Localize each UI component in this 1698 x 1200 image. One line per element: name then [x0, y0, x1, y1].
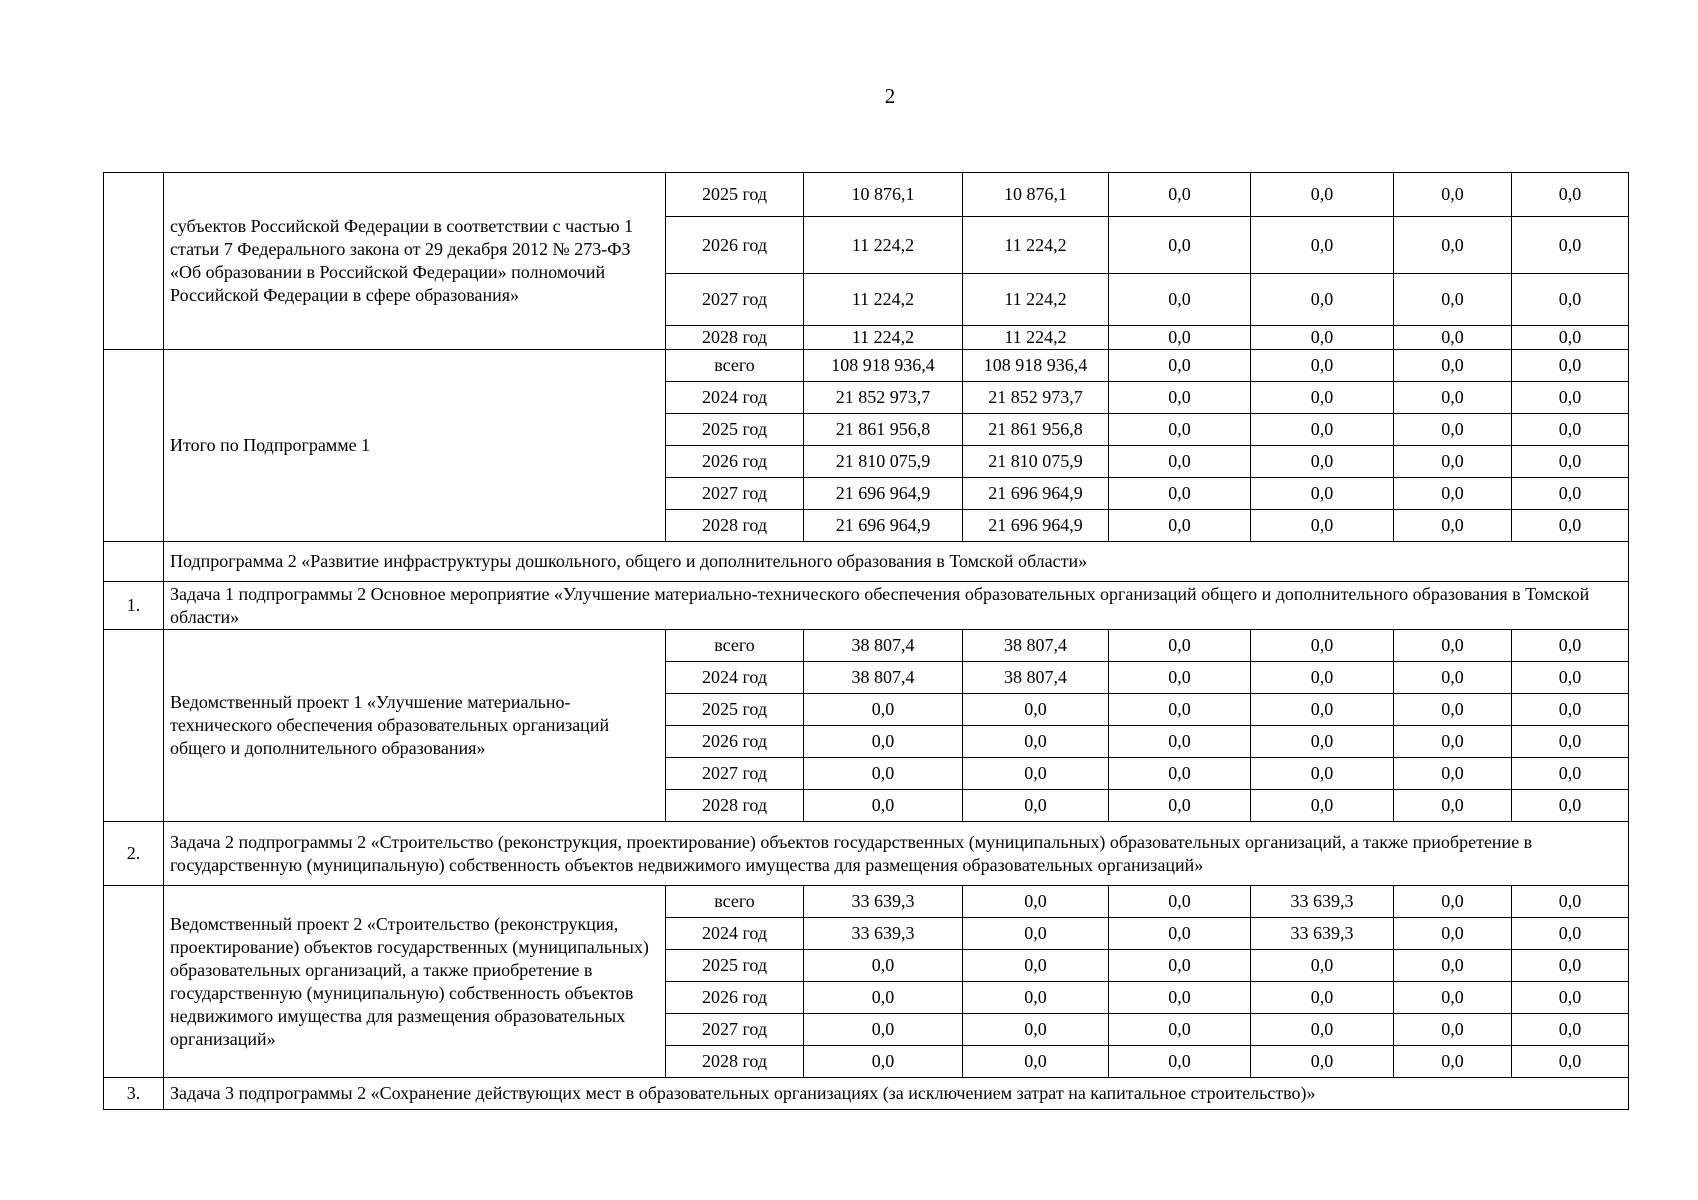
value-cell: 0,0 — [1512, 350, 1629, 382]
value-cell: 0,0 — [1512, 790, 1629, 822]
value-cell: 0,0 — [963, 982, 1109, 1014]
value-cell: 38 807,4 — [804, 630, 963, 662]
period-cell: 2025 год — [666, 694, 804, 726]
value-cell: 0,0 — [1251, 630, 1394, 662]
value-cell: 0,0 — [1512, 414, 1629, 446]
value-cell: 11 224,2 — [804, 274, 963, 326]
value-cell: 0,0 — [1109, 446, 1251, 478]
value-cell: 21 852 973,7 — [804, 382, 963, 414]
value-cell: 0,0 — [963, 758, 1109, 790]
task-title: Задача 1 подпрограммы 2 Основное мероприятие «Улучшение материально-технического обеспечения образовательных организаций общего и дополнительного образования в Томской области» — [164, 582, 1629, 630]
value-cell: 0,0 — [1109, 274, 1251, 326]
value-cell: 21 810 075,9 — [804, 446, 963, 478]
value-cell: 0,0 — [1512, 726, 1629, 758]
value-cell: 0,0 — [1109, 694, 1251, 726]
task-number: 1. — [104, 582, 164, 630]
task-title: Подпрограмма 2 «Развитие инфраструктуры дошкольного, общего и дополнительного образования в Томской области» — [164, 542, 1629, 582]
period-cell: 2028 год — [666, 326, 804, 350]
value-cell: 0,0 — [1251, 510, 1394, 542]
value-cell: 0,0 — [1512, 758, 1629, 790]
value-cell: 0,0 — [963, 1014, 1109, 1046]
value-cell: 0,0 — [963, 694, 1109, 726]
value-cell: 21 696 964,9 — [804, 510, 963, 542]
task-number: 3. — [104, 1078, 164, 1110]
value-cell: 0,0 — [963, 726, 1109, 758]
task-number: 2. — [104, 822, 164, 886]
period-cell: 2024 год — [666, 918, 804, 950]
row-number-cell — [104, 630, 164, 822]
value-cell: 0,0 — [1512, 478, 1629, 510]
value-cell: 0,0 — [1109, 173, 1251, 217]
value-cell: 0,0 — [1512, 662, 1629, 694]
value-cell: 0,0 — [1251, 326, 1394, 350]
value-cell: 0,0 — [1512, 886, 1629, 918]
value-cell: 0,0 — [963, 790, 1109, 822]
period-cell: 2028 год — [666, 510, 804, 542]
period-cell: 2027 год — [666, 1014, 804, 1046]
value-cell: 0,0 — [1251, 950, 1394, 982]
value-cell: 33 639,3 — [804, 886, 963, 918]
value-cell: 0,0 — [1251, 478, 1394, 510]
value-cell: 0,0 — [1109, 630, 1251, 662]
value-cell: 0,0 — [1394, 478, 1512, 510]
value-cell: 33 639,3 — [1251, 918, 1394, 950]
value-cell: 0,0 — [1109, 982, 1251, 1014]
value-cell: 0,0 — [1394, 662, 1512, 694]
period-cell: 2027 год — [666, 758, 804, 790]
value-cell: 0,0 — [1512, 217, 1629, 274]
table-row — [104, 350, 1629, 382]
value-cell: 0,0 — [1394, 446, 1512, 478]
value-cell: 0,0 — [1109, 510, 1251, 542]
value-cell: 0,0 — [804, 950, 963, 982]
task-title: Задача 2 подпрограммы 2 «Строительство (реконструкция, проектирование) объектов государственных (муниципальных) образовательных организаций, а также приобретение в государственную (муниципальную) собственность объектов недвижимого имущества для размещения образовательных организаций» — [164, 822, 1629, 886]
value-cell: 0,0 — [1512, 918, 1629, 950]
value-cell: 0,0 — [804, 1046, 963, 1078]
value-cell: 0,0 — [1109, 886, 1251, 918]
value-cell: 0,0 — [804, 1014, 963, 1046]
value-cell: 0,0 — [963, 1046, 1109, 1078]
value-cell: 0,0 — [1109, 726, 1251, 758]
value-cell: 10 876,1 — [804, 173, 963, 217]
value-cell: 0,0 — [1109, 1046, 1251, 1078]
value-cell: 0,0 — [963, 886, 1109, 918]
value-cell: 0,0 — [1512, 694, 1629, 726]
value-cell: 0,0 — [1394, 694, 1512, 726]
value-cell: 0,0 — [1512, 173, 1629, 217]
value-cell: 0,0 — [1394, 982, 1512, 1014]
value-cell: 33 639,3 — [804, 918, 963, 950]
value-cell: 33 639,3 — [1251, 886, 1394, 918]
period-cell: 2027 год — [666, 274, 804, 326]
value-cell: 21 810 075,9 — [963, 446, 1109, 478]
value-cell: 0,0 — [1251, 217, 1394, 274]
table-row — [104, 173, 1629, 217]
value-cell: 108 918 936,4 — [963, 350, 1109, 382]
value-cell: 0,0 — [1394, 918, 1512, 950]
value-cell: 0,0 — [1512, 510, 1629, 542]
task-row — [104, 1078, 1629, 1110]
value-cell: 0,0 — [1512, 1014, 1629, 1046]
task-number — [104, 542, 164, 582]
row-number-cell — [104, 886, 164, 1078]
value-cell: 0,0 — [1109, 950, 1251, 982]
period-cell: 2026 год — [666, 217, 804, 274]
value-cell: 0,0 — [1394, 274, 1512, 326]
value-cell: 0,0 — [1394, 414, 1512, 446]
row-description: Ведомственный проект 1 «Улучшение материально-технического обеспечения образовательных организаций общего и дополнительного образования» — [164, 630, 666, 822]
value-cell: 0,0 — [1109, 758, 1251, 790]
value-cell: 0,0 — [1109, 918, 1251, 950]
value-cell: 0,0 — [1512, 382, 1629, 414]
value-cell: 11 224,2 — [963, 217, 1109, 274]
period-cell: 2025 год — [666, 414, 804, 446]
period-cell: 2026 год — [666, 982, 804, 1014]
value-cell: 0,0 — [963, 950, 1109, 982]
value-cell: 21 696 964,9 — [963, 478, 1109, 510]
value-cell: 0,0 — [1251, 274, 1394, 326]
period-cell: 2027 год — [666, 478, 804, 510]
value-cell: 0,0 — [1394, 630, 1512, 662]
value-cell: 21 696 964,9 — [963, 510, 1109, 542]
task-row — [104, 582, 1629, 630]
value-cell: 0,0 — [1394, 950, 1512, 982]
subprogram-title-row — [104, 542, 1629, 582]
value-cell: 0,0 — [1512, 630, 1629, 662]
value-cell: 0,0 — [1251, 1046, 1394, 1078]
value-cell: 0,0 — [1109, 790, 1251, 822]
value-cell: 0,0 — [1109, 478, 1251, 510]
period-cell: 2026 год — [666, 446, 804, 478]
value-cell: 0,0 — [1251, 790, 1394, 822]
value-cell: 38 807,4 — [963, 662, 1109, 694]
value-cell: 0,0 — [1251, 414, 1394, 446]
row-number-cell — [104, 350, 164, 542]
value-cell: 0,0 — [1109, 1014, 1251, 1046]
value-cell: 0,0 — [1394, 726, 1512, 758]
value-cell: 0,0 — [1394, 217, 1512, 274]
value-cell: 108 918 936,4 — [804, 350, 963, 382]
value-cell: 0,0 — [1251, 1014, 1394, 1046]
period-cell: 2025 год — [666, 950, 804, 982]
value-cell: 0,0 — [1394, 382, 1512, 414]
value-cell: 0,0 — [1251, 726, 1394, 758]
period-cell: 2026 год — [666, 726, 804, 758]
row-description: Итого по Подпрограмме 1 — [164, 350, 666, 542]
value-cell: 0,0 — [1251, 662, 1394, 694]
value-cell: 0,0 — [1512, 446, 1629, 478]
value-cell: 11 224,2 — [804, 326, 963, 350]
value-cell: 0,0 — [1251, 350, 1394, 382]
value-cell: 0,0 — [1512, 982, 1629, 1014]
value-cell: 11 224,2 — [804, 217, 963, 274]
value-cell: 0,0 — [804, 694, 963, 726]
value-cell: 0,0 — [1394, 758, 1512, 790]
value-cell: 0,0 — [963, 918, 1109, 950]
period-cell: всего — [666, 350, 804, 382]
value-cell: 0,0 — [1512, 274, 1629, 326]
value-cell: 0,0 — [1251, 758, 1394, 790]
value-cell: 0,0 — [804, 982, 963, 1014]
value-cell: 21 861 956,8 — [963, 414, 1109, 446]
period-cell: всего — [666, 630, 804, 662]
value-cell: 0,0 — [1394, 350, 1512, 382]
value-cell: 11 224,2 — [963, 274, 1109, 326]
value-cell: 0,0 — [1109, 350, 1251, 382]
task-row — [104, 822, 1629, 886]
value-cell: 0,0 — [1251, 173, 1394, 217]
period-cell: 2028 год — [666, 790, 804, 822]
value-cell: 0,0 — [1109, 382, 1251, 414]
row-description: субъектов Российской Федерации в соответствии с частью 1 статьи 7 Федерального закона от 29 декабря 2012 № 273-ФЗ «Об образовании в Российской Федерации» полномочий Российской Федерации в сфере образования» — [164, 173, 666, 350]
value-cell: 0,0 — [1394, 790, 1512, 822]
value-cell: 0,0 — [1251, 694, 1394, 726]
value-cell: 0,0 — [804, 790, 963, 822]
value-cell: 21 696 964,9 — [804, 478, 963, 510]
value-cell: 0,0 — [804, 726, 963, 758]
table-body — [104, 173, 1629, 1110]
value-cell: 0,0 — [1251, 382, 1394, 414]
value-cell: 10 876,1 — [963, 173, 1109, 217]
value-cell: 0,0 — [1394, 326, 1512, 350]
period-cell: 2028 год — [666, 1046, 804, 1078]
value-cell: 21 861 956,8 — [804, 414, 963, 446]
value-cell: 0,0 — [1109, 414, 1251, 446]
table-row — [104, 886, 1629, 918]
period-cell: 2024 год — [666, 662, 804, 694]
value-cell: 0,0 — [1512, 326, 1629, 350]
value-cell: 38 807,4 — [804, 662, 963, 694]
value-cell: 0,0 — [1394, 510, 1512, 542]
value-cell: 0,0 — [1109, 217, 1251, 274]
value-cell: 0,0 — [804, 758, 963, 790]
value-cell: 0,0 — [1512, 950, 1629, 982]
value-cell: 0,0 — [1512, 1046, 1629, 1078]
value-cell: 0,0 — [1394, 1046, 1512, 1078]
row-number-cell — [104, 173, 164, 350]
task-title: Задача 3 подпрограммы 2 «Сохранение действующих мест в образовательных организациях (за исключением затрат на капитальное строительство)» — [164, 1078, 1629, 1110]
budget-table — [103, 172, 1629, 1110]
value-cell: 0,0 — [1251, 982, 1394, 1014]
value-cell: 0,0 — [1109, 326, 1251, 350]
page-number: 2 — [884, 84, 896, 108]
table-row — [104, 630, 1629, 662]
value-cell: 21 852 973,7 — [963, 382, 1109, 414]
period-cell: 2024 год — [666, 382, 804, 414]
row-description: Ведомственный проект 2 «Строительство (реконструкция, проектирование) объектов государственных (муниципальных) образовательных организаций, а также приобретение в государственную (муниципальную) собственность объектов недвижимого имущества для размещения образовательных организаций» — [164, 886, 666, 1078]
value-cell: 0,0 — [1251, 446, 1394, 478]
value-cell: 0,0 — [1109, 662, 1251, 694]
value-cell: 0,0 — [1394, 886, 1512, 918]
value-cell: 0,0 — [1394, 1014, 1512, 1046]
value-cell: 0,0 — [1394, 173, 1512, 217]
value-cell: 11 224,2 — [963, 326, 1109, 350]
period-cell: 2025 год — [666, 173, 804, 217]
period-cell: всего — [666, 886, 804, 918]
value-cell: 38 807,4 — [963, 630, 1109, 662]
